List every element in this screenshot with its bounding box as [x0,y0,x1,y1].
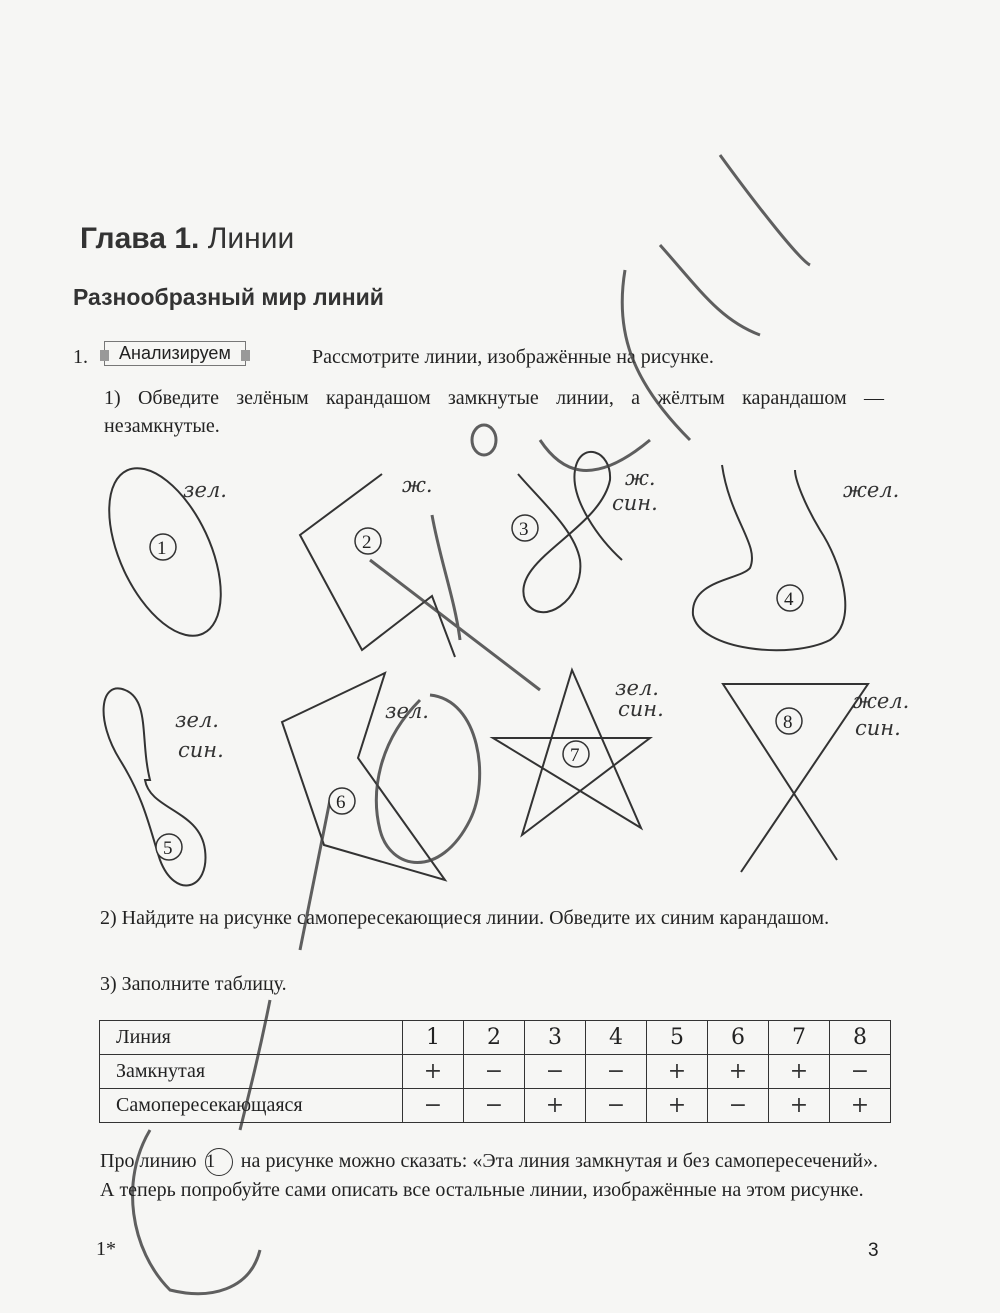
table-cell: + [647,1055,708,1089]
table-column-header: 4 [586,1021,647,1055]
row-label-self-intersecting: Самопересекающаяся [100,1089,403,1123]
table-cell: − [464,1089,525,1123]
handwritten-note: жел. [843,478,900,502]
figure-4-label: 4 [784,589,794,610]
handwritten-note: зел. [385,699,429,723]
figure-7-label: 7 [570,745,580,766]
table-cell: − [830,1055,891,1089]
handwritten-note: ж. [625,466,656,490]
row-label-closed: Замкнутая [100,1055,403,1089]
chapter-title: Линии [207,222,295,255]
outro-part-1: Про линию [100,1150,197,1172]
question-3: 3) Заполните таблицу. [100,973,287,995]
table-cell: + [647,1089,708,1123]
figure-6-label: 6 [336,792,346,813]
table-cell: + [403,1055,464,1089]
chapter-number: Глава 1. [80,222,200,255]
table-column-header: 7 [769,1021,830,1055]
handwritten-note: жел. [853,689,910,713]
table-column-header: 8 [830,1021,891,1055]
scrawl-oval [472,425,496,455]
page-number: 3 [868,1240,879,1261]
table-cell: + [769,1055,830,1089]
outro-paragraph [100,1147,878,1204]
handwritten-note: зел. [615,676,659,700]
figure-5-label: 5 [163,838,173,859]
question-1: 1) Обведите зелёным карандашом замкнутые линии, а жёлтым карандашом — незамкнутые. [104,387,884,437]
handwritten-note: син. [178,738,224,762]
table-cell: − [586,1089,647,1123]
outro-part-2: на рисунке можно сказать: «Эта линия замкнутая и без самопересечений». А теперь попробуйте сами описать все остальные линии, изображённые на этом рисунке. [100,1150,879,1201]
handwritten-note: син. [618,697,664,721]
table-header-row [100,1021,891,1055]
table-cell: − [586,1055,647,1089]
table-column-header: 3 [525,1021,586,1055]
figure-2-label: 2 [362,532,372,553]
table-column-header: 2 [464,1021,525,1055]
table-column-header: 6 [708,1021,769,1055]
handwritten-note: син. [612,491,658,515]
handwritten-note: ж. [402,473,433,497]
section-title: Разнообразный мир линий [73,284,384,310]
scrawl-line-2 [622,270,690,440]
table-cell: + [525,1089,586,1123]
table-column-header: 1 [403,1021,464,1055]
table-cell: + [708,1055,769,1089]
table-cell: − [403,1089,464,1123]
table-cell: + [769,1089,830,1123]
task-intro: Рассмотрите линии, изображённые на рисунке. [312,346,714,368]
figure-8-label: 8 [783,712,793,733]
table-column-header: 5 [647,1021,708,1055]
question-2: 2) Найдите на рисунке самопересекающиеся линии. Обведите их синим карандашом. [100,907,830,929]
handwritten-note: син. [855,716,901,740]
table-row-self-intersecting [100,1089,891,1123]
table-row-closed [100,1055,891,1089]
footer-signature-mark: 1* [96,1238,116,1260]
table-cell: − [464,1055,525,1089]
table-header-label: Линия [100,1021,403,1055]
figure-4-curve [693,465,845,650]
table-cell: + [830,1089,891,1123]
handwritten-note: зел. [175,708,219,732]
table-cell: − [708,1089,769,1123]
task-badge: Анализируем [104,341,246,366]
scrawl-line-1 [660,155,810,335]
figure-3-label: 3 [519,519,529,540]
handwritten-note: зел. [183,478,227,502]
table-cell: − [525,1055,586,1089]
figure-1-label: 1 [157,538,167,559]
answer-table [99,1020,891,1123]
scrawl-line-3 [370,515,540,690]
circled-number: 1 [205,1148,233,1176]
task-number: 1. [73,346,88,368]
